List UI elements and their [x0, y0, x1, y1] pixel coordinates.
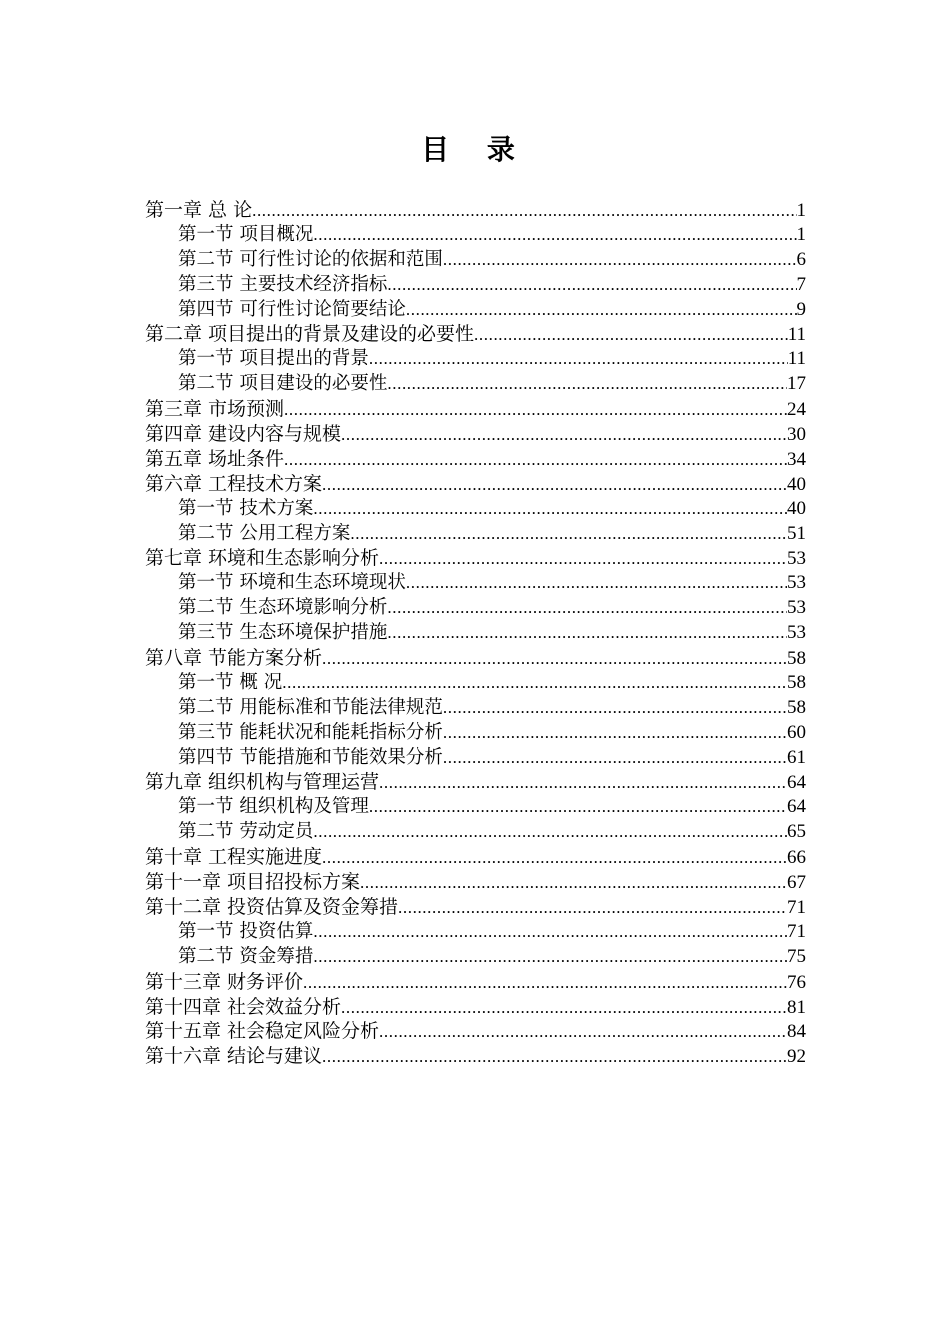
toc-section-entry: [145, 746, 806, 771]
toc-dot-leader: [313, 497, 787, 522]
toc-chapter-entry: [145, 397, 806, 422]
toc-section-entry: [145, 621, 806, 646]
toc-section-entry: [145, 820, 806, 845]
toc-section-entry: [145, 696, 806, 721]
toc-section-entry: [145, 273, 806, 298]
toc-dot-leader: [322, 647, 787, 672]
toc-entry-label: 第一节 项目提出的背景: [178, 348, 369, 370]
toc-dot-leader: [474, 323, 788, 348]
toc-page-number: 1: [796, 200, 806, 221]
toc-chapter-entry: [145, 198, 806, 223]
toc-dot-leader: [379, 547, 787, 572]
toc-page-number: 71: [787, 920, 806, 942]
toc-entry-label: 第一节 技术方案: [178, 497, 314, 519]
toc-dot-leader: [379, 771, 787, 796]
toc-dot-leader: [398, 896, 787, 921]
toc-page-number: 65: [787, 821, 806, 843]
toc-section-entry: [145, 945, 806, 970]
toc-chapter-entry: [145, 995, 806, 1020]
toc-dot-leader: [406, 571, 787, 596]
toc-entry-label: 第九章 组织机构与管理运营: [145, 771, 380, 794]
toc-entry-label: 第三节 能耗状况和能耗指标分析: [178, 721, 443, 743]
toc-dot-leader: [313, 820, 787, 845]
toc-dot-leader: [341, 423, 787, 448]
toc-chapter-entry: [145, 895, 806, 920]
toc-section-entry: [145, 596, 806, 621]
toc-dot-leader: [387, 372, 787, 397]
toc-page-number: 11: [787, 348, 806, 370]
toc-entry-label: 第二节 项目建设的必要性: [178, 373, 388, 395]
toc-dot-leader: [350, 522, 787, 547]
toc-chapter-entry: [145, 646, 806, 671]
toc-dot-leader: [443, 746, 787, 771]
toc-page-number: 71: [787, 896, 806, 918]
toc-chapter-entry: [145, 322, 806, 347]
toc-page-number: 40: [787, 497, 806, 519]
toc-entry-label: 第一节 项目概况: [178, 223, 314, 245]
toc-dot-leader: [443, 696, 787, 721]
toc-dot-leader: [322, 846, 787, 871]
toc-page-number: 53: [787, 622, 806, 644]
toc-dot-leader: [313, 920, 787, 945]
toc-chapter-entry: [145, 1019, 806, 1044]
toc-entry-label: 第十六章 结论与建议: [145, 1045, 323, 1068]
toc-dot-leader: [387, 596, 787, 621]
toc-dot-leader: [322, 1045, 787, 1070]
toc-dot-leader: [284, 448, 787, 473]
toc-entry-label: 第八章 节能方案分析: [145, 647, 323, 670]
toc-entry-label: 第一节 环境和生态环境现状: [178, 572, 406, 594]
toc-dot-leader: [282, 671, 787, 696]
toc-entry-label: 第十四章 社会效益分析: [145, 995, 342, 1018]
toc-entry-label: 第一节 组织机构及管理: [178, 796, 369, 818]
toc-page-number: 92: [787, 1046, 806, 1068]
toc-page-number: 61: [787, 746, 806, 768]
toc-dot-leader: [369, 347, 788, 372]
toc-entry-label: 第一章 总 论: [145, 199, 253, 221]
toc-dot-leader: [387, 621, 787, 646]
toc-page-number: 53: [787, 548, 806, 570]
toc-section-entry: [145, 571, 806, 596]
toc-page-number: 11: [787, 324, 806, 346]
toc-dot-leader: [443, 248, 797, 273]
toc-section-entry: [145, 372, 806, 397]
toc-entry-label: 第十一章 项目招投标方案: [145, 871, 361, 894]
toc-page-number: 64: [787, 772, 806, 794]
toc-dot-leader: [303, 971, 787, 996]
toc-page-number: 67: [787, 872, 806, 894]
toc-page-number: 66: [787, 847, 806, 869]
toc-entry-label: 第二节 劳动定员: [178, 821, 314, 843]
toc-entry-label: 第四节 可行性讨论简要结论: [178, 298, 406, 320]
toc-dot-leader: [387, 273, 796, 298]
toc-page-number: 81: [787, 996, 806, 1018]
toc-dot-leader: [406, 298, 797, 323]
toc-entry-label: 第二节 资金筹措: [178, 945, 314, 967]
toc-page-number: 84: [787, 1021, 806, 1043]
toc-section-entry: [145, 522, 806, 547]
toc-chapter-entry: [145, 422, 806, 447]
toc-page-number: 75: [787, 945, 806, 967]
toc-chapter-entry: [145, 870, 806, 895]
toc-dot-leader: [360, 871, 787, 896]
toc-entry-label: 第二节 生态环境影响分析: [178, 597, 388, 619]
toc-chapter-entry: [145, 770, 806, 795]
toc-chapter-entry: [145, 845, 806, 870]
toc-page-number: 60: [787, 721, 806, 743]
toc-page-number: 17: [787, 373, 806, 395]
toc-list: [145, 198, 806, 1069]
toc-section-entry: [145, 920, 806, 945]
toc-page-number: 30: [787, 424, 806, 446]
toc-entry-label: 第十章 工程实施进度: [145, 846, 323, 869]
toc-page-number: 51: [787, 522, 806, 544]
toc-dot-leader: [322, 473, 787, 498]
toc-page-number: 64: [787, 796, 806, 818]
toc-entry-label: 第四章 建设内容与规模: [145, 423, 342, 446]
toc-page-number: 34: [787, 448, 806, 470]
toc-dot-leader: [313, 223, 796, 248]
toc-page-number: 9: [796, 298, 806, 320]
toc-section-entry: [145, 223, 806, 248]
toc-section-entry: [145, 671, 806, 696]
toc-page-number: 58: [787, 648, 806, 670]
toc-title: 目 录: [421, 133, 529, 166]
toc-entry-label: 第三节 生态环境保护措施: [178, 622, 388, 644]
toc-dot-leader: [252, 199, 796, 224]
toc-entry-label: 第五章 场址条件: [145, 447, 285, 470]
toc-entry-label: 第十三章 财务评价: [145, 970, 304, 993]
toc-chapter-entry: [145, 1044, 806, 1069]
toc-entry-label: 第二节 可行性讨论的依据和范围: [178, 248, 443, 270]
toc-section-entry: [145, 721, 806, 746]
toc-page-number: 7: [796, 273, 806, 295]
toc-dot-leader: [369, 795, 787, 820]
toc-entry-label: 第十二章 投资估算及资金筹措: [145, 895, 399, 918]
toc-entry-label: 第六章 工程技术方案: [145, 472, 323, 495]
toc-entry-label: 第七章 环境和生态影响分析: [145, 547, 380, 570]
toc-dot-leader: [379, 1020, 787, 1045]
toc-entry-label: 第四节 节能措施和节能效果分析: [178, 746, 443, 768]
toc-entry-label: 第三节 主要技术经济指标: [178, 273, 388, 295]
toc-section-entry: [145, 248, 806, 273]
toc-section-entry: [145, 497, 806, 522]
toc-entry-label: 第二章 项目提出的背景及建设的必要性: [145, 323, 475, 346]
toc-entry-label: 第三章 市场预测: [145, 398, 285, 421]
toc-entry-label: 第十五章 社会稳定风险分析: [145, 1020, 380, 1043]
toc-page-number: 24: [787, 399, 806, 421]
toc-entry-label: 第二节 用能标准和节能法律规范: [178, 696, 443, 718]
toc-page-number: 1: [796, 223, 806, 245]
toc-dot-leader: [443, 721, 787, 746]
toc-dot-leader: [313, 945, 787, 970]
toc-dot-leader: [341, 996, 787, 1021]
toc-page-number: 40: [787, 473, 806, 495]
toc-entry-label: 第二节 公用工程方案: [178, 522, 351, 544]
toc-section-entry: [145, 795, 806, 820]
toc-chapter-entry: [145, 447, 806, 472]
toc-chapter-entry: [145, 472, 806, 497]
toc-chapter-entry: [145, 546, 806, 571]
toc-dot-leader: [284, 398, 787, 423]
toc-page-number: 58: [787, 696, 806, 718]
toc-chapter-entry: [145, 970, 806, 995]
toc-page-number: 53: [787, 597, 806, 619]
toc-section-entry: [145, 298, 806, 323]
toc-page-number: 58: [787, 671, 806, 693]
toc-entry-label: 第一节 投资估算: [178, 920, 314, 942]
toc-page-number: 6: [796, 248, 806, 270]
toc-page-number: 76: [787, 971, 806, 993]
toc-page-number: 53: [787, 572, 806, 594]
toc-section-entry: [145, 347, 806, 372]
toc-entry-label: 第一节 概 况: [178, 671, 283, 693]
